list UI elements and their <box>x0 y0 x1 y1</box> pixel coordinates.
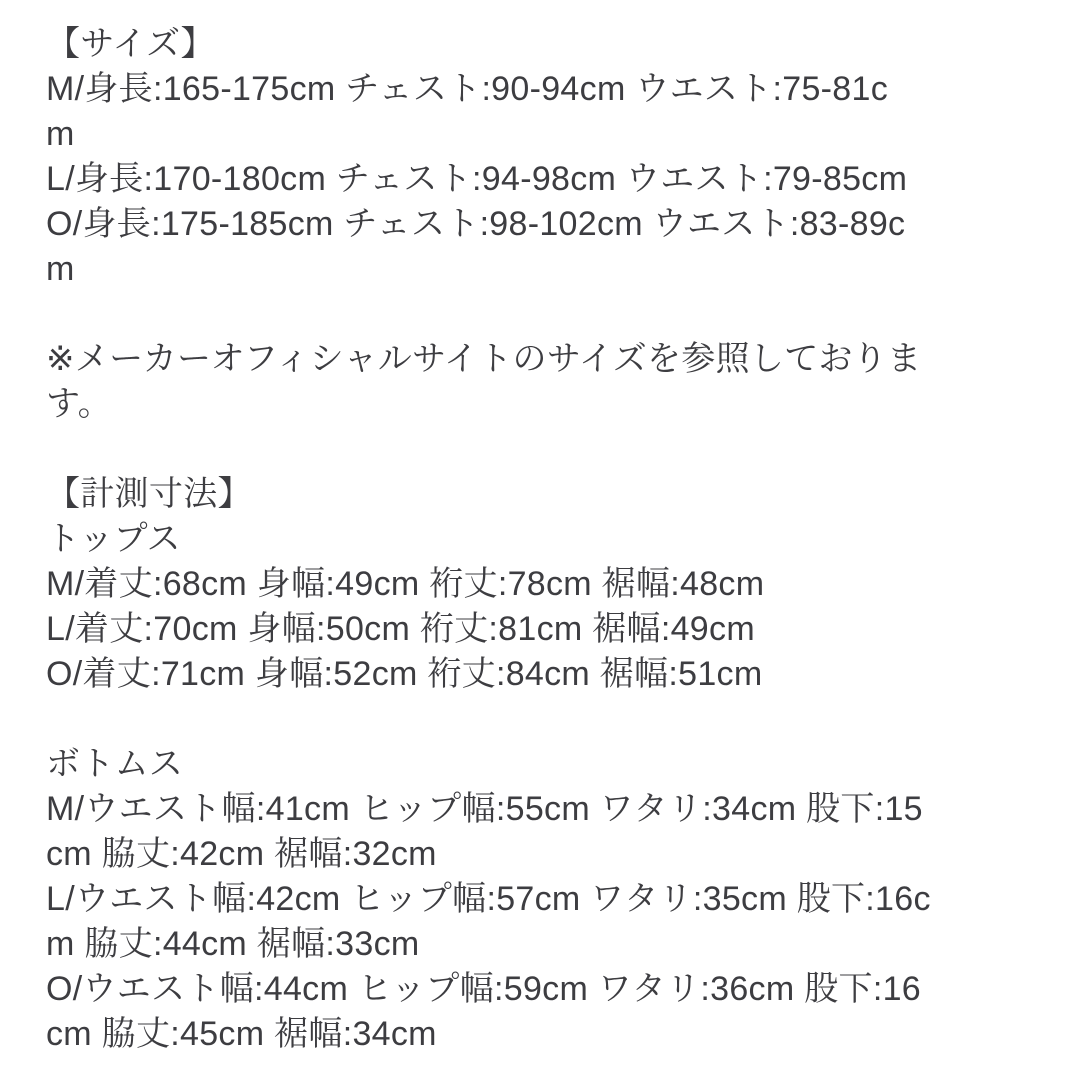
tops-line-o: O/着丈:71cm 身幅:52cm 裄丈:84cm 裾幅:51cm <box>46 655 763 693</box>
note-line-2: す。 <box>46 385 112 423</box>
note-line-1: ※メーカーオフィシャルサイトのサイズを参照しておりま <box>46 340 922 378</box>
blank-line <box>46 697 1068 742</box>
blank-line <box>46 427 1068 472</box>
size-section-heading: 【サイズ】 <box>46 25 215 63</box>
tops-line-l: L/着丈:70cm 身幅:50cm 裄丈:81cm 裾幅:49cm <box>46 610 755 648</box>
size-line-o: O/身長:175-185cm チェスト:98-102cm ウエスト:83-89c <box>46 205 906 243</box>
tops-line-m: M/着丈:68cm 身幅:49cm 裄丈:78cm 裾幅:48cm <box>46 565 765 603</box>
size-line-l: L/身長:170-180cm チェスト:94-98cm ウエスト:79-85cm <box>46 160 908 198</box>
bottoms-line-l: L/ウエスト幅:42cm ヒップ幅:57cm ワタリ:35cm 股下:16c <box>46 880 931 918</box>
bottoms-line-o: O/ウエスト幅:44cm ヒップ幅:59cm ワタリ:36cm 股下:16 <box>46 970 921 1008</box>
tops-label: トップス <box>46 520 181 558</box>
bottoms-label: ボトムス <box>46 745 184 783</box>
size-line-o-wrap: m <box>46 250 75 288</box>
bottoms-line-m-wrap: cm 脇丈:42cm 裾幅:32cm <box>46 835 437 873</box>
bottoms-line-l-wrap: m 脇丈:44cm 裾幅:33cm <box>46 925 420 963</box>
blank-line <box>46 292 1068 337</box>
bottoms-line-m: M/ウエスト幅:41cm ヒップ幅:55cm ワタリ:34cm 股下:15 <box>46 790 923 828</box>
size-line-m-wrap: m <box>46 115 75 153</box>
measurement-section-heading: 【計測寸法】 <box>46 475 252 513</box>
bottoms-line-o-wrap: cm 脇丈:45cm 裾幅:34cm <box>46 1015 437 1053</box>
size-line-m: M/身長:165-175cm チェスト:90-94cm ウエスト:75-81c <box>46 70 889 108</box>
